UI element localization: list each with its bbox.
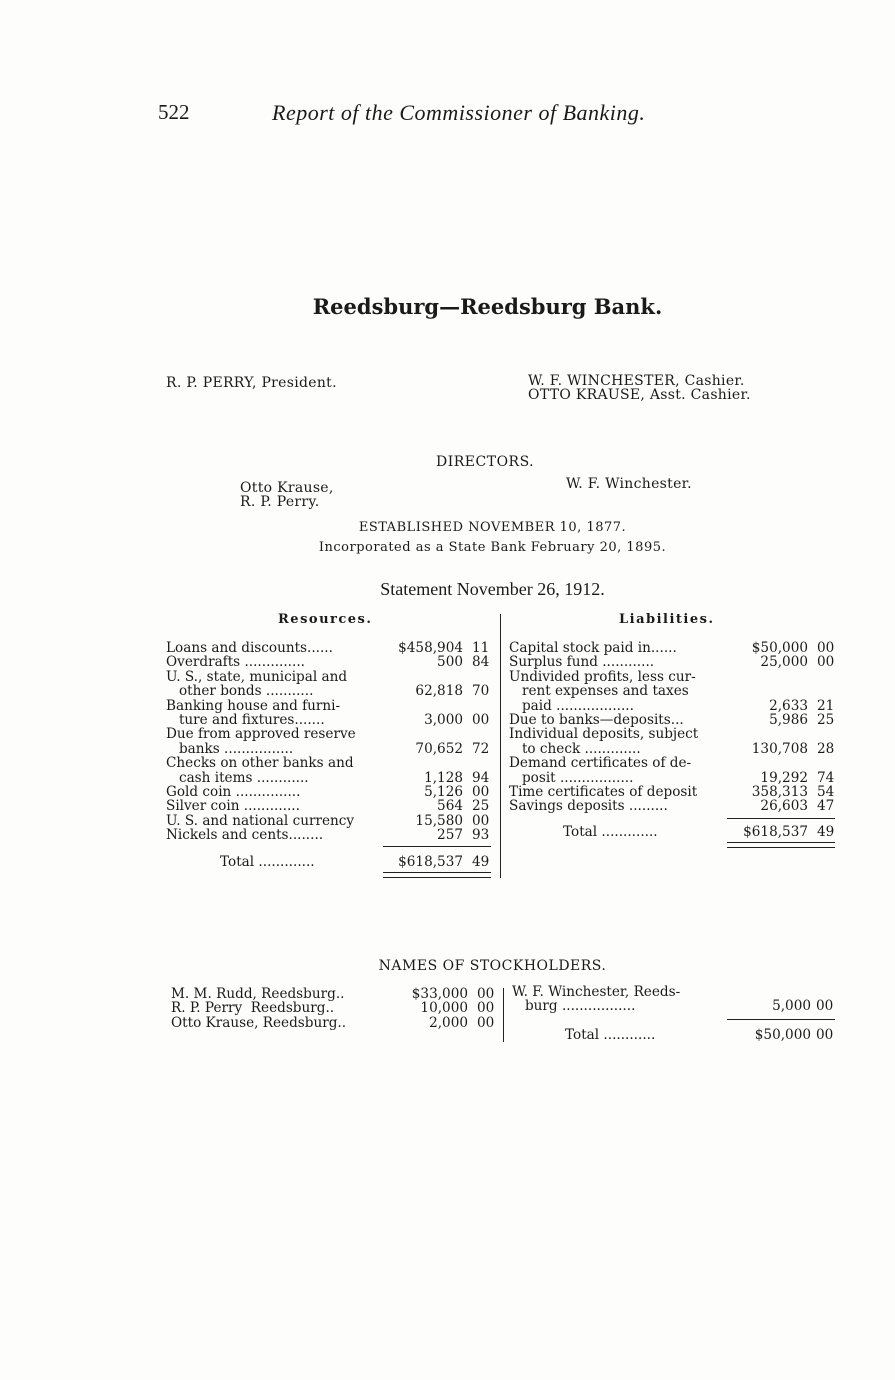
resources-total-rule [383, 846, 491, 847]
resource-row-label: banks ................ [166, 740, 294, 757]
resource-row-label: ture and fixtures....... [166, 711, 325, 728]
resources-total-double-rule [383, 872, 491, 878]
resources-total-row [166, 855, 491, 869]
liability-row [509, 785, 836, 799]
liability-row [509, 641, 836, 655]
stockholders-total-cents: 00 [816, 1027, 834, 1043]
resource-row [166, 771, 491, 785]
resource-row [166, 799, 491, 813]
liability-row-label: Demand certificates of de- [509, 755, 692, 772]
director-left-1: Otto Krause, [240, 480, 334, 496]
stockholder-row [171, 1016, 496, 1030]
liability-row-cents: 00 [817, 640, 835, 656]
liability-row [509, 771, 836, 785]
liability-row-cents: 47 [817, 798, 835, 815]
stockholder-row-dollars: $33,000 [411, 986, 468, 1002]
liability-row [509, 655, 836, 669]
column-divider [500, 614, 501, 878]
liability-row-cents: 25 [817, 711, 835, 728]
liabilities-total-cents: 49 [817, 824, 835, 840]
resource-row-cents: 72 [472, 740, 490, 757]
liability-row-dollars: 358,313 [751, 783, 808, 800]
resource-row-label: other bonds ........... [166, 683, 314, 700]
resource-row [166, 785, 491, 799]
resource-row [166, 670, 491, 684]
liability-row-cents: 00 [817, 654, 835, 671]
stockholder-row-dollars: 10,000 [420, 1000, 468, 1017]
resources-total-label: Total ............. [220, 854, 315, 870]
resource-row-dollars: 5,126 [424, 783, 463, 800]
liability-row [509, 727, 836, 741]
liability-row-dollars: $50,000 [751, 640, 808, 656]
resource-row-cents: 11 [472, 640, 490, 656]
resource-row-label: Overdrafts .............. [166, 654, 305, 671]
stockholder-row-label: burg ................. [512, 998, 636, 1015]
liability-row-dollars: 25,000 [760, 654, 808, 671]
stockholders-right-table [512, 985, 837, 1014]
liability-row [509, 742, 836, 756]
resource-row-cents: 84 [472, 654, 490, 671]
resource-row [166, 699, 491, 713]
stockholder-row [512, 985, 837, 999]
resource-row-cents: 00 [472, 711, 490, 728]
resource-row-cents: 93 [472, 827, 490, 844]
liabilities-total-rule [727, 818, 835, 819]
resource-row-label: cash items ............ [166, 769, 309, 786]
resource-row [166, 814, 491, 828]
resource-row-dollars: 500 [437, 654, 463, 671]
page-number: 522 [158, 100, 190, 124]
stockholder-row-label: Otto Krause, Reedsburg.. [171, 1014, 347, 1031]
stockholder-row [171, 1001, 496, 1015]
resource-row-cents: 94 [472, 769, 490, 786]
resource-row-cents: 70 [472, 683, 490, 700]
resource-row-dollars: 257 [437, 827, 463, 844]
stockholders-divider [503, 988, 504, 1042]
asst-cashier: OTTO KRAUSE, Asst. Cashier. [528, 387, 751, 403]
liability-row [509, 670, 836, 684]
liabilities-total-double-rule [727, 842, 835, 848]
resources-table [166, 641, 491, 842]
president: R. P. PERRY, President. [166, 375, 337, 391]
resource-row-label: Due from approved reserve [166, 726, 356, 743]
resource-row-label: Silver coin ............. [166, 798, 300, 815]
liability-row-label: Due to banks—deposits... [509, 711, 684, 728]
stockholder-row-label: M. M. Rudd, Reedsburg.. [171, 986, 345, 1002]
liability-row [509, 713, 836, 727]
liabilities-table [509, 641, 836, 814]
liability-row-label: posit ................. [509, 769, 634, 786]
directors-heading: DIRECTORS. [436, 454, 535, 470]
stockholder-row-cents: 00 [477, 986, 495, 1002]
liability-row-label: Savings deposits ......... [509, 798, 668, 815]
liability-row-dollars: 26,603 [760, 798, 808, 815]
stockholders-total-dollars: $50,000 [754, 1027, 811, 1043]
resources-heading: Resources. [278, 612, 373, 627]
resource-row-dollars: 15,580 [415, 812, 463, 829]
stockholder-row-cents: 00 [477, 1014, 495, 1031]
stockholder-row [171, 987, 496, 1001]
resource-row-label: Checks on other banks and [166, 755, 354, 772]
liability-row-cents: 28 [817, 740, 835, 757]
liability-row-label: Undivided profits, less cur- [509, 668, 696, 685]
stockholder-row-dollars: 2,000 [429, 1014, 468, 1031]
resource-row [166, 641, 491, 655]
resource-row-label: U. S., state, municipal and [166, 668, 348, 685]
resource-row-cents: 00 [472, 783, 490, 800]
liabilities-total-label: Total ............. [563, 824, 658, 840]
liabilities-total-dollars: $618,537 [743, 824, 808, 840]
resource-row-cents: 25 [472, 798, 490, 815]
liability-row-label: Individual deposits, subject [509, 726, 699, 743]
liability-row-dollars: 130,708 [751, 740, 808, 757]
liability-row-label: Time certificates of deposit [509, 783, 698, 800]
resource-row-label: U. S. and national currency [166, 812, 355, 829]
stockholder-row-cents: 00 [477, 1000, 495, 1017]
director-left-2: R. P. Perry. [240, 494, 320, 510]
liability-row-dollars: 2,633 [769, 697, 808, 714]
stockholders-heading: NAMES OF STOCKHOLDERS. [378, 958, 607, 974]
statement-title: Statement November 26, 1912. [380, 579, 605, 599]
resource-row [166, 727, 491, 741]
liability-row-label: paid .................. [509, 697, 634, 714]
stockholder-row-label: W. F. Winchester, Reeds- [512, 984, 681, 1000]
liabilities-heading: Liabilities. [619, 612, 715, 627]
resource-row-cents: 00 [472, 812, 490, 829]
liability-row [509, 756, 836, 770]
liability-row-cents: 21 [817, 697, 835, 714]
resource-row-dollars: 62,818 [415, 683, 463, 700]
bank-title: Reedsburg—Reedsburg Bank. [312, 294, 663, 319]
resource-row-dollars: 1,128 [424, 769, 463, 786]
incorporated: Incorporated as a State Bank February 20, 1895. [318, 540, 667, 555]
running-title: Report of the Commissioner of Banking. [272, 100, 646, 125]
established: ESTABLISHED NOVEMBER 10, 1877. [358, 520, 627, 535]
resource-row [166, 742, 491, 756]
stockholders-left-table [171, 987, 496, 1030]
liability-row-dollars: 5,986 [769, 711, 808, 728]
director-right: W. F. Winchester. [566, 476, 692, 492]
liability-row-label: to check ............. [509, 740, 641, 757]
resource-row-label: Nickels and cents........ [166, 827, 324, 844]
liability-row-label: rent expenses and taxes [509, 683, 689, 700]
liability-row [509, 699, 836, 713]
liability-row-label: Capital stock paid in...... [509, 640, 677, 656]
resource-row [166, 828, 491, 842]
resources-total-dollars: $618,537 [398, 854, 463, 870]
stockholder-row-cents: 00 [816, 998, 834, 1015]
stockholders-total-row [512, 1028, 837, 1042]
stockholders-total-label: Total ............ [565, 1027, 656, 1043]
resource-row-label: Loans and discounts...... [166, 640, 333, 656]
resources-total-cents: 49 [472, 854, 490, 870]
liability-row-dollars: 19,292 [760, 769, 808, 786]
resource-row-dollars: 3,000 [424, 711, 463, 728]
cashier: W. F. WINCHESTER, Cashier. [528, 373, 745, 389]
resource-row-label: Gold coin ............... [166, 783, 301, 800]
resource-row [166, 684, 491, 698]
stockholders-total-rule [727, 1019, 835, 1020]
liability-row [509, 799, 836, 813]
liability-row [509, 684, 836, 698]
liability-row-cents: 54 [817, 783, 835, 800]
resource-row-dollars: $458,904 [398, 640, 463, 656]
liabilities-total-row [509, 825, 836, 839]
liability-row-cents: 74 [817, 769, 835, 786]
liability-row-label: Surplus fund ............ [509, 654, 655, 671]
resource-row [166, 756, 491, 770]
stockholder-row [512, 999, 837, 1013]
stockholder-row-dollars: 5,000 [772, 998, 811, 1015]
resource-row-dollars: 70,652 [415, 740, 463, 757]
resource-row-label: Banking house and furni- [166, 697, 341, 714]
resource-row-dollars: 564 [437, 798, 463, 815]
stockholder-row-label: R. P. Perry Reedsburg.. [171, 1000, 335, 1017]
resource-row [166, 713, 491, 727]
resource-row [166, 655, 491, 669]
